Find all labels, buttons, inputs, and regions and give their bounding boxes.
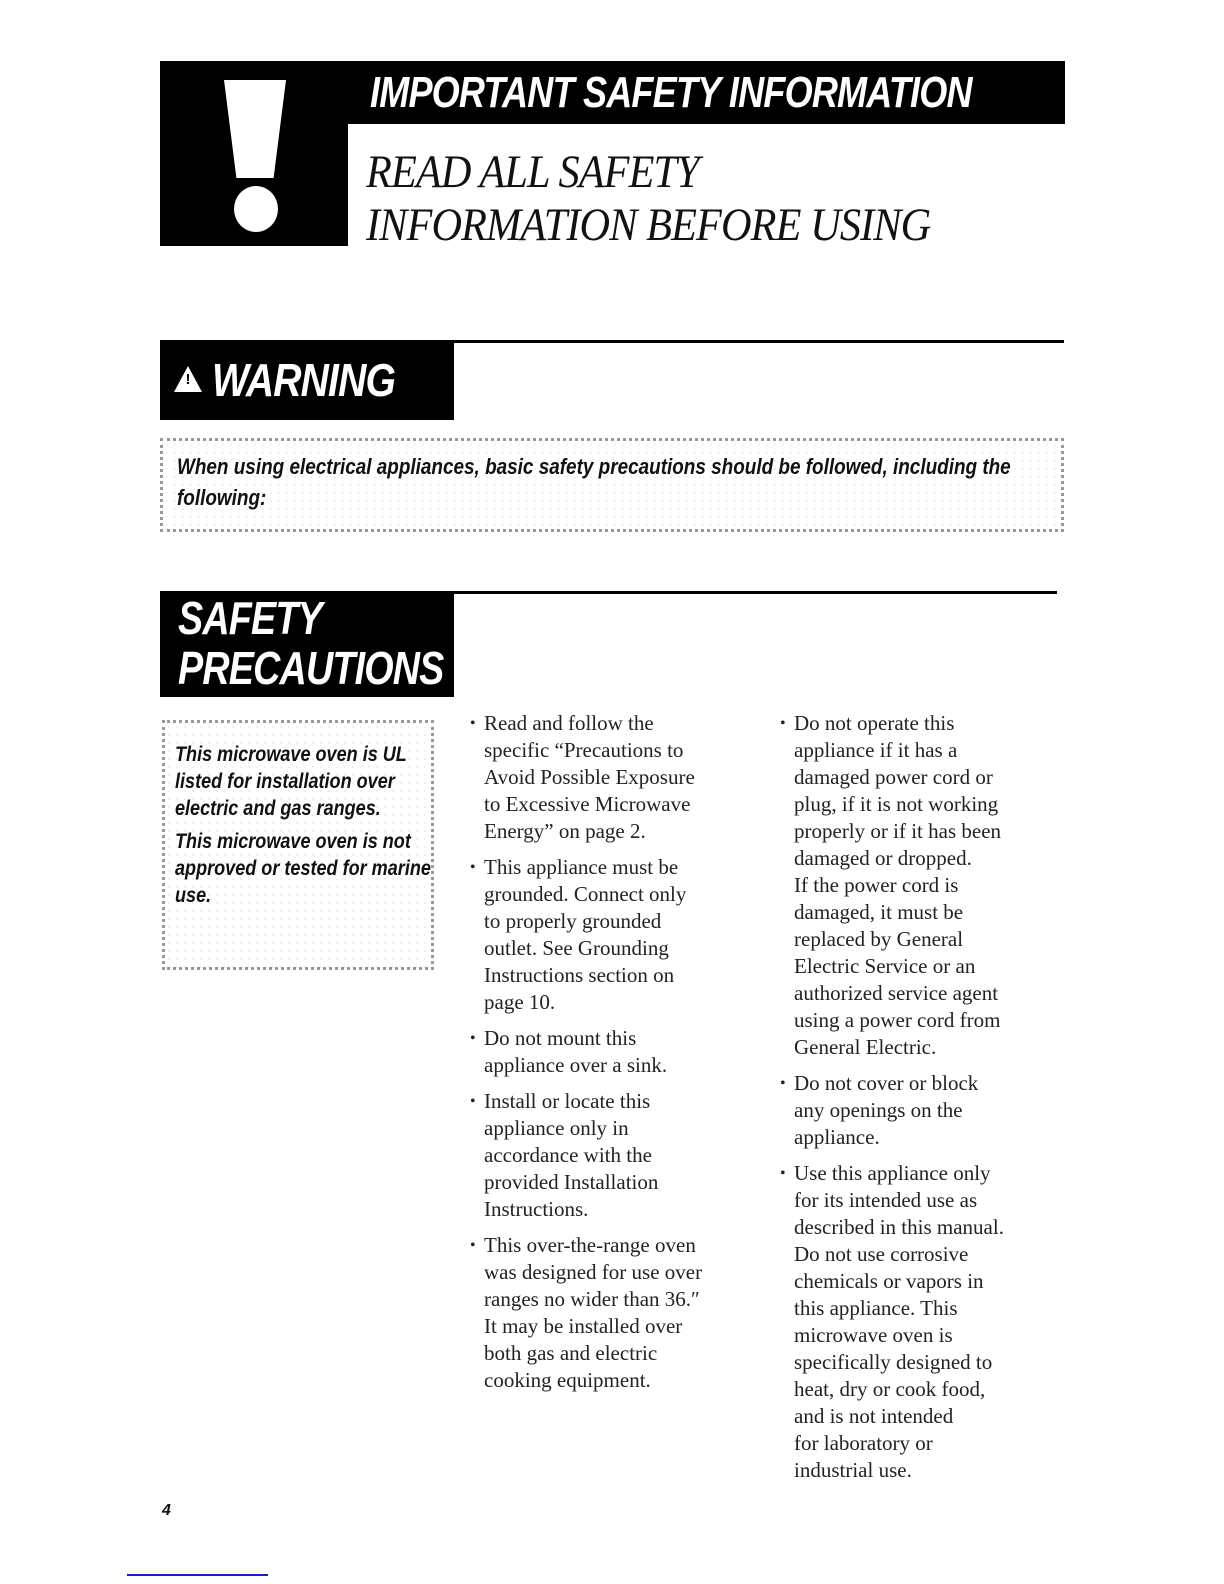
precaution-line: Do not use corrosive xyxy=(794,1242,969,1266)
precaution-line: described in this manual. xyxy=(794,1215,1004,1239)
sidebar-note: This microwave oven is UL listed for installation over electric and gas ranges. xyxy=(175,743,407,820)
precaution-line: It may be installed over xyxy=(484,1314,683,1338)
precautions-column-1 xyxy=(470,710,760,1403)
header-subtitle xyxy=(366,146,930,252)
precaution-line: properly or if it has been xyxy=(794,819,1002,843)
precaution-line: appliance only in xyxy=(484,1116,629,1140)
precaution-line: for its intended use as xyxy=(794,1188,978,1212)
precaution-line: Read and follow the xyxy=(484,711,654,735)
precaution-line: Avoid Possible Exposure xyxy=(484,765,695,789)
precaution-bullet-item xyxy=(470,854,760,1016)
precaution-line: chemicals or vapors in xyxy=(794,1269,984,1293)
precaution-line: Do not mount this xyxy=(484,1026,637,1050)
precaution-line: and is not intended xyxy=(794,1404,954,1428)
precaution-line: damaged or dropped. xyxy=(794,846,972,870)
bullet-icon: • xyxy=(470,859,476,876)
precaution-line: using a power cord from xyxy=(794,1008,1001,1032)
warning-triangle-bang: ! xyxy=(185,371,191,388)
exclamation-dot-icon xyxy=(234,186,278,232)
precaution-line: this appliance. This xyxy=(794,1296,958,1320)
precaution-line: specifically designed to xyxy=(794,1350,993,1374)
precaution-line: appliance if it has a xyxy=(794,738,958,762)
bullet-icon: • xyxy=(470,1237,476,1254)
page-number: 4 xyxy=(162,1502,171,1519)
precaution-line: to Excessive Microwave xyxy=(484,792,691,816)
precaution-line: Electric Service or an xyxy=(794,954,976,978)
precaution-line: authorized service agent xyxy=(794,981,999,1005)
precaution-line: both gas and electric xyxy=(484,1341,658,1365)
precaution-line: General Electric. xyxy=(794,1035,937,1059)
bullet-icon: • xyxy=(780,1165,786,1182)
precaution-line: Instructions. xyxy=(484,1197,589,1221)
bullet-icon: • xyxy=(470,715,476,732)
precaution-line: was designed for use over xyxy=(484,1260,703,1284)
bullet-icon: • xyxy=(780,1075,786,1092)
precaution-line: damaged, it must be xyxy=(794,900,964,924)
warning-intro-box xyxy=(160,438,1064,532)
precaution-line: If the power cord is xyxy=(794,873,959,897)
safety-precautions-rule xyxy=(454,591,1057,594)
precaution-line: appliance. xyxy=(794,1125,880,1149)
title-line: PRECAUTIONS xyxy=(178,642,444,694)
precaution-bullet-item xyxy=(470,1232,760,1394)
precaution-line: any openings on the xyxy=(794,1098,963,1122)
header-subtitle-line: READ ALL SAFETY xyxy=(366,146,699,198)
precaution-line: provided Installation xyxy=(484,1170,659,1194)
precaution-line: to properly grounded xyxy=(484,909,662,933)
footer-blue-line xyxy=(127,1574,268,1576)
precaution-line: Do not operate this xyxy=(794,711,955,735)
warning-label: WARNING xyxy=(212,354,396,406)
safety-precautions-title-block xyxy=(160,591,454,697)
header-subtitle-line: INFORMATION BEFORE USING xyxy=(366,199,931,251)
bullet-icon: • xyxy=(780,715,786,732)
warning-intro-text: When using electrical appliances, basic safety precautions should be followed, including the following: xyxy=(177,454,1011,510)
precaution-bullet-item xyxy=(470,1088,760,1223)
precaution-line: grounded. Connect only xyxy=(484,882,687,906)
precaution-bullet-item xyxy=(780,710,1070,1061)
sidebar-note: This microwave oven is not approved or tested for marine use. xyxy=(175,830,431,907)
header-banner-title: IMPORTANT SAFETY INFORMATION xyxy=(370,68,972,117)
precaution-line: ranges no wider than 36.″ xyxy=(484,1287,700,1311)
precaution-line: page 10. xyxy=(484,990,556,1014)
safety-precautions-title xyxy=(178,593,444,693)
precaution-line: This over-the-range oven xyxy=(484,1233,696,1257)
sidebar-note-box xyxy=(162,720,434,970)
precaution-line: Use this appliance only xyxy=(794,1161,991,1185)
precaution-line: cooking equipment. xyxy=(484,1368,651,1392)
precaution-line: industrial use. xyxy=(794,1458,912,1482)
precaution-bullet-item xyxy=(780,1160,1070,1484)
precaution-line: Energy” on page 2. xyxy=(484,819,646,843)
precaution-line: Install or locate this xyxy=(484,1089,651,1113)
warning-rule xyxy=(454,340,1064,343)
warning-label-block xyxy=(160,340,454,420)
precaution-line: damaged power cord or xyxy=(794,765,993,789)
title-line: SAFETY xyxy=(178,592,322,644)
precaution-bullet-item xyxy=(780,1070,1070,1151)
sidebar-note-text xyxy=(175,741,433,915)
precaution-line: Instructions section on xyxy=(484,963,675,987)
bullet-icon: • xyxy=(470,1030,476,1047)
precautions-column-2 xyxy=(780,710,1070,1493)
precaution-line: specific “Precautions to xyxy=(484,738,684,762)
precaution-bullet-item xyxy=(470,1025,760,1079)
precaution-line: for laboratory or xyxy=(794,1431,933,1455)
bullet-icon: • xyxy=(470,1093,476,1110)
precaution-line: accordance with the xyxy=(484,1143,652,1167)
precaution-line: microwave oven is xyxy=(794,1323,953,1347)
precaution-line: heat, dry or cook food, xyxy=(794,1377,986,1401)
precaution-line: appliance over a sink. xyxy=(484,1053,668,1077)
precaution-line: This appliance must be xyxy=(484,855,679,879)
precaution-line: Do not cover or block xyxy=(794,1071,979,1095)
precaution-bullet-item xyxy=(470,710,760,845)
precaution-line: replaced by General xyxy=(794,927,964,951)
precaution-line: plug, if it is not working xyxy=(794,792,999,816)
precaution-line: outlet. See Grounding xyxy=(484,936,669,960)
